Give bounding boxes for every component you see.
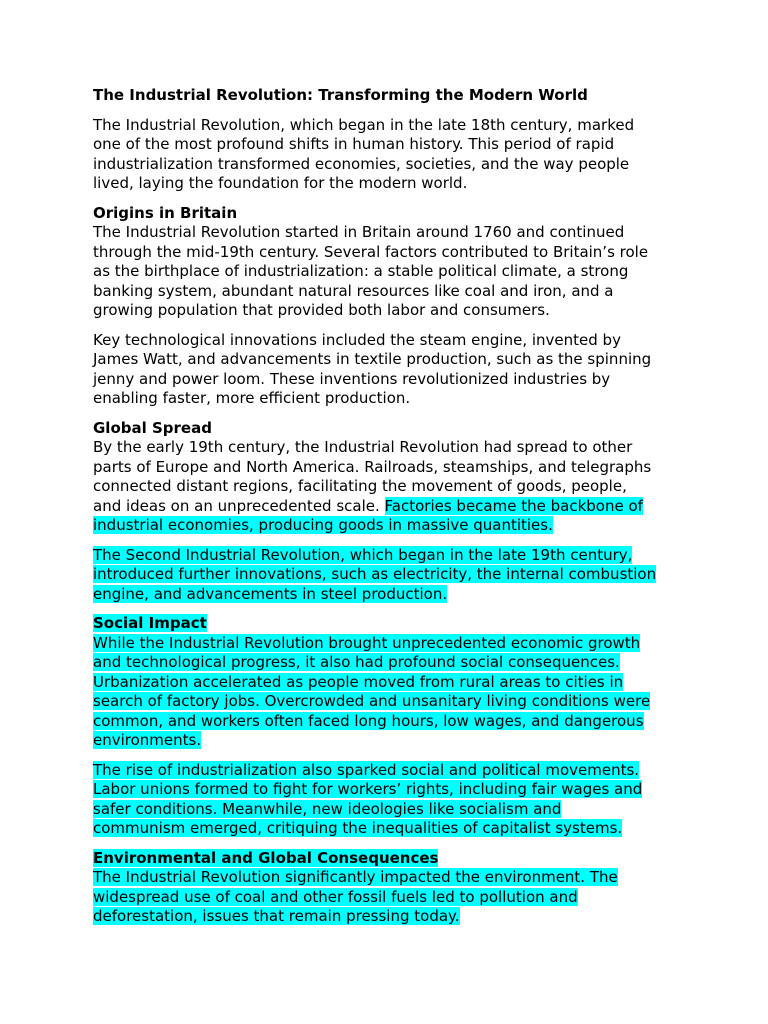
text-line: By the early 19th century, the Industrial Revolution had spread to other: [93, 438, 633, 456]
text-line: [93, 516, 683, 536]
text-line: [93, 731, 683, 751]
highlighted-text: industrial economies, producing goods in massive quantities.: [93, 516, 553, 534]
text-line: [93, 673, 683, 693]
text-line: growing population that provided both labor and consumers.: [93, 301, 550, 319]
text-line: industrialization transformed economies, societies, and the way people: [93, 154, 630, 173]
text-line: [93, 585, 683, 605]
highlighted-heading: Social Impact: [93, 614, 207, 632]
social-paragraph-1: [93, 634, 683, 751]
text-line: through the mid-19th century. Several factors contributed to Britain’s role: [93, 242, 649, 261]
text-line: [93, 800, 683, 820]
text-line: [93, 565, 683, 585]
text-line: [93, 780, 683, 800]
text-line: as the birthplace of industrialization: a stable political climate, a strong: [93, 262, 629, 280]
highlighted-text: safer conditions. Meanwhile, new ideologies like socialism and: [93, 799, 562, 818]
highlighted-text: environments.: [93, 731, 202, 749]
environment-paragraph-1: [93, 868, 683, 927]
text-line: connected distant regions, facilitating the movement of goods, people,: [93, 477, 627, 495]
social-paragraph-2: [93, 761, 683, 839]
highlighted-text: communism emerged, critiquing the inequalities of capitalist systems.: [93, 819, 623, 837]
highlighted-text: Labor unions formed to fight for workers’ rights, including fair wages and: [93, 780, 643, 798]
section-heading-origins: Origins in Britain: [93, 203, 238, 222]
text-line: lived, laying the foundation for the modern world.: [93, 174, 468, 192]
text-line: The Industrial Revolution started in Britain around 1760 and continued: [93, 223, 625, 241]
highlighted-text: and technological progress, it also had profound social consequences.: [93, 653, 620, 671]
origins-paragraph-1: [93, 223, 683, 321]
highlighted-text: Urbanization accelerated as people moved from rural areas to cities in: [93, 672, 624, 691]
highlighted-heading: Environmental and Global Consequences: [93, 848, 439, 867]
text-line: [93, 692, 683, 712]
text-line: [93, 907, 683, 927]
highlighted-text: Factories became the backbone of: [384, 496, 643, 515]
text-line: [93, 761, 683, 781]
text-line: [93, 546, 683, 566]
section-heading-social: [93, 614, 683, 634]
text-line: [93, 653, 683, 673]
text-line: banking system, abundant natural resources like coal and iron, and a: [93, 281, 614, 300]
section-heading-global: Global Spread: [93, 418, 212, 437]
text-line: James Watt, and advancements in textile production, such as the spinning: [93, 350, 652, 368]
text-line: [93, 712, 683, 732]
highlighted-text: introduced further innovations, such as electricity, the internal combustion: [93, 565, 657, 583]
text-line: [93, 634, 683, 654]
section-heading-environment: [93, 849, 683, 869]
highlighted-text: The rise of industrialization also sparked social and political movements.: [93, 760, 640, 779]
text-line: [93, 819, 683, 839]
highlighted-text: common, and workers often faced long hours, low wages, and dangerous: [93, 711, 644, 730]
text-line: The Industrial Revolution, which began in the late 18th century, marked: [93, 115, 635, 134]
text-line: jenny and power loom. These inventions revolutionized industries by: [93, 369, 611, 388]
plain-text: and ideas on an unprecedented scale.: [93, 496, 385, 515]
text-line: one of the most profound shifts in human history. This period of rapid: [93, 135, 615, 153]
text-line: parts of Europe and North America. Railroads, steamships, and telegraphs: [93, 457, 652, 476]
highlighted-text: widespread use of coal and other fossil fuels led to pollution and: [93, 887, 578, 906]
document-page: [93, 86, 683, 937]
text-line: enabling faster, more efficient production.: [93, 389, 411, 407]
global-paragraph-1: [93, 438, 683, 536]
text-line: [93, 868, 683, 888]
intro-paragraph: [93, 116, 683, 194]
highlighted-text: engine, and advancements in steel production.: [93, 584, 448, 603]
text-line-mixed: [93, 497, 683, 517]
highlighted-text: The Second Industrial Revolution, which began in the late 19th century,: [93, 545, 633, 564]
document-title: The Industrial Revolution: Transforming the Modern World: [93, 86, 588, 104]
highlighted-text: While the Industrial Revolution brought unprecedented economic growth: [93, 633, 641, 652]
text-line: [93, 888, 683, 908]
highlighted-text: deforestation, issues that remain pressing today.: [93, 907, 460, 925]
highlighted-text: The Industrial Revolution significantly impacted the environment. The: [93, 868, 618, 886]
origins-paragraph-2: [93, 331, 683, 409]
highlighted-text: search of factory jobs. Overcrowded and unsanitary living conditions were: [93, 692, 651, 710]
text-line: Key technological innovations included the steam engine, invented by: [93, 330, 621, 349]
global-paragraph-2: [93, 546, 683, 605]
